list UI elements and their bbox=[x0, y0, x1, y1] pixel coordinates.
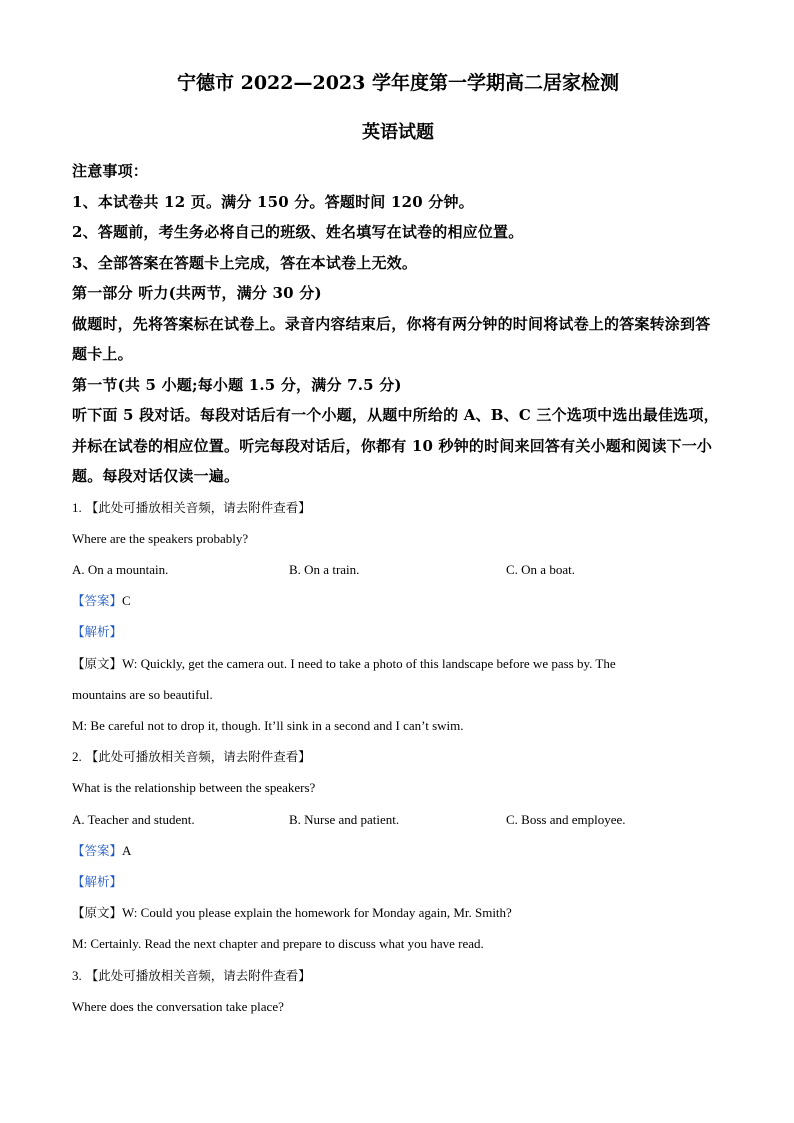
option-a: A. Teacher and student. bbox=[72, 811, 195, 827]
transcript-text: W: Quickly, get the camera out. I need to take a photo of this landscape before we pass by. The bbox=[122, 655, 616, 671]
option-b: B. Nurse and patient. bbox=[289, 811, 400, 827]
question-text: Where are the speakers probably? bbox=[72, 530, 249, 546]
option-a: A. On a mountain. bbox=[72, 561, 169, 577]
audio-note: 【此处可播放相关音频，请去附件查看】 bbox=[85, 499, 311, 515]
analysis-line bbox=[72, 616, 724, 647]
analysis-line bbox=[72, 866, 724, 897]
answer-line bbox=[72, 835, 724, 866]
question-header bbox=[72, 741, 724, 772]
exam-title: 宁德市 2022—2023 学年度第一学期高二居家检测 bbox=[177, 72, 619, 94]
question-number: 3. bbox=[72, 967, 82, 983]
transcript-text: mountains are so beautiful. bbox=[72, 686, 213, 702]
transcript-text: M: Certainly. Read the next chapter and prepare to discuss what you have read. bbox=[72, 936, 484, 952]
transcript-tag: 【原文】 bbox=[72, 655, 123, 671]
part1-directions: 做题时，先将答案标在试卷上。录音内容结束后，你将有两分钟的时间将试卷上的答案转涂到答题卡上。 bbox=[72, 314, 711, 363]
options-row bbox=[72, 804, 724, 835]
analysis-tag: 【解析】 bbox=[72, 873, 123, 889]
audio-note: 【此处可播放相关音频，请去附件查看】 bbox=[85, 967, 311, 983]
part1-heading: 第一部分 听力(共两节，满分 30 分) bbox=[72, 284, 322, 302]
instructions-heading: 注意事项： bbox=[72, 162, 149, 180]
transcript-tag: 【原文】 bbox=[72, 905, 123, 921]
question-text: What is the relationship between the speakers? bbox=[72, 780, 316, 796]
subject-title: 英语试题 bbox=[362, 122, 434, 143]
answer-tag: 【答案】 bbox=[72, 842, 123, 858]
question-header bbox=[72, 960, 724, 991]
answer-value: A bbox=[122, 842, 132, 858]
transcript-text: W: Could you please explain the homework for Monday again, Mr. Smith? bbox=[122, 905, 512, 921]
question-number: 1. bbox=[72, 499, 82, 515]
options-row bbox=[72, 554, 724, 585]
question-header bbox=[72, 492, 724, 523]
section1-heading: 第一节(共 5 小题;每小题 1.5 分，满分 7.5 分) bbox=[72, 375, 402, 394]
instruction-item: 1、本试卷共 12 页。满分 150 分。答题时间 120 分钟。 bbox=[72, 192, 474, 211]
transcript-line bbox=[72, 648, 724, 679]
audio-note: 【此处可播放相关音频，请去附件查看】 bbox=[85, 749, 311, 765]
transcript-text: M: Be careful not to drop it, though. It’ll sink in a second and I can’t swim. bbox=[72, 717, 464, 733]
question-text: Where does the conversation take place? bbox=[72, 998, 284, 1014]
option-c: C. Boss and employee. bbox=[506, 811, 626, 827]
analysis-tag: 【解析】 bbox=[72, 624, 123, 640]
transcript-line bbox=[72, 897, 724, 928]
exam-page bbox=[72, 64, 724, 1022]
answer-tag: 【答案】 bbox=[72, 593, 123, 609]
answer-line bbox=[72, 585, 724, 616]
instruction-item: 3、全部答案在答题卡上完成，答在本试卷上无效。 bbox=[72, 253, 418, 272]
question-number: 2. bbox=[72, 749, 82, 765]
answer-value: C bbox=[122, 593, 131, 609]
option-b: B. On a train. bbox=[289, 561, 360, 577]
instruction-item: 2、答题前，考生务必将自己的班级、姓名填写在试卷的相应位置。 bbox=[72, 223, 524, 241]
option-c: C. On a boat. bbox=[506, 561, 575, 577]
section1-directions: 听下面 5 段对话。每段对话后有一个小题，从题中所给的 A、B、C 三个选项中选出最佳选项，并标在试卷的相应位置。听完每段对话后，你都有 10 秒钟的时间来回答有关小题和阅读下一小题。每段对话仅读一遍。 bbox=[72, 406, 719, 485]
